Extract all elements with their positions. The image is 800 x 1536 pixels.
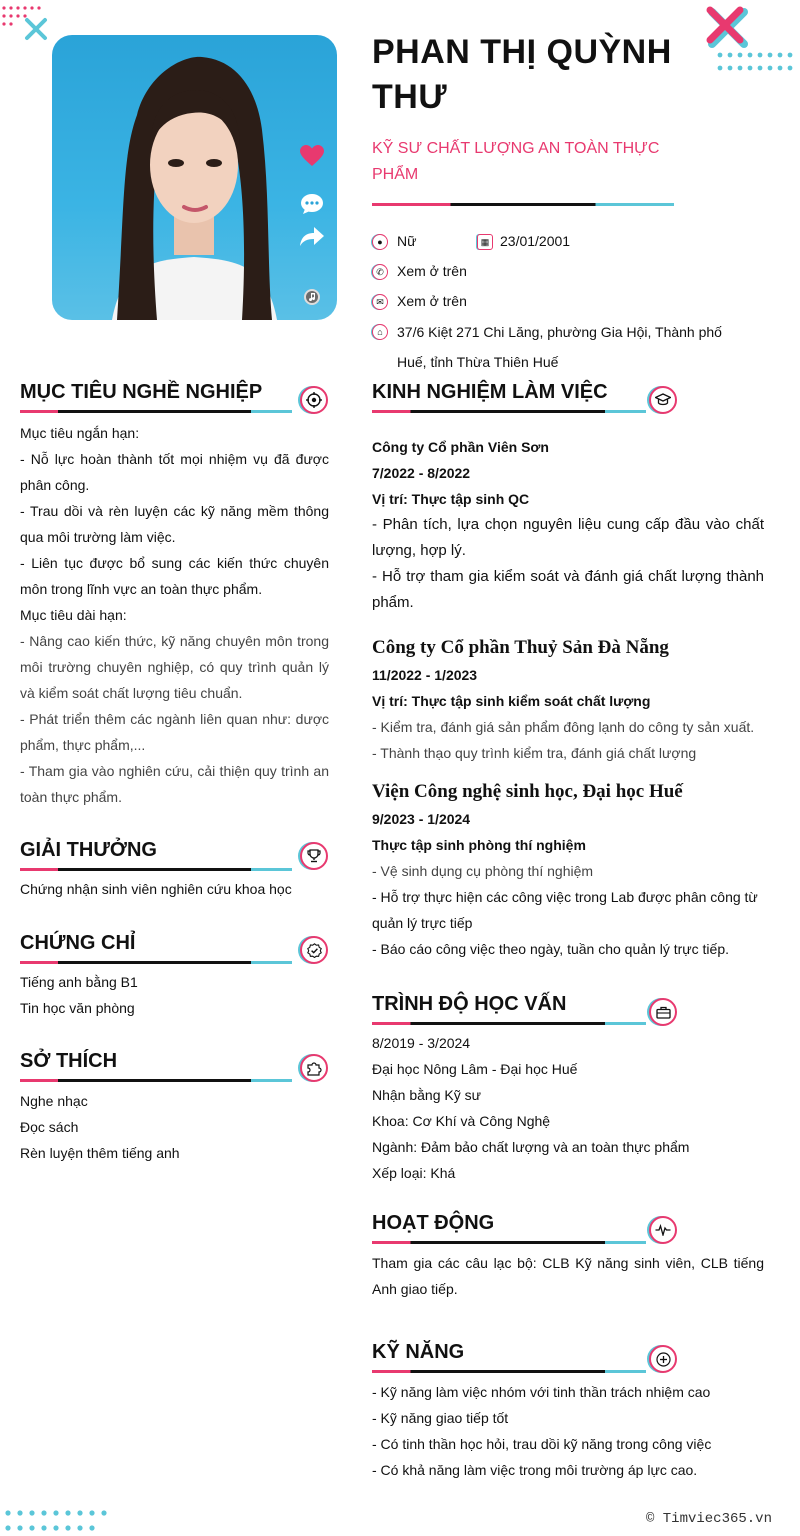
experience-position: Thực tập sinh phòng thí nghiệm: [372, 837, 586, 853]
share-icon[interactable]: [300, 227, 324, 247]
experience-detail: - Vệ sinh dụng cụ phòng thí nghiệm: [372, 863, 594, 879]
experience-item: [372, 434, 764, 616]
job-title: KỸ SƯ CHẤT LƯỢNG AN TOÀN THỰC PHẨM: [372, 140, 660, 183]
home-icon: ⌂: [372, 324, 388, 340]
phone-icon: ✆: [372, 264, 388, 280]
experience-period: 7/2022 - 8/2022: [372, 465, 471, 481]
section-title: CHỨNG CHỈ: [20, 932, 136, 954]
section-career-goal-header: [20, 380, 330, 404]
long-term-label: Mục tiêu dài hạn:: [20, 607, 127, 623]
activity-item: Tham gia các câu lạc bộ: CLB Kỹ năng sinh viên, CLB tiếng Anh giao tiếp.: [372, 1255, 764, 1297]
phone-value: Xem ở trên: [397, 263, 467, 279]
company-name: Viện Công nghệ sinh học, Đại học Huế: [372, 781, 683, 802]
skills-content: [372, 1379, 764, 1483]
trophy-icon: [300, 842, 328, 870]
section-title: KỸ NĂNG: [372, 1341, 465, 1363]
experience-detail: - Phân tích, lựa chọn nguyên liệu cung cấp đầu vào chất lượng, hợp lý.: [372, 516, 764, 559]
company-name: Công ty Cổ phần Viên Sơn: [372, 439, 549, 455]
section-certificates-header: [20, 931, 330, 955]
goal-item: - Liên tục được bổ sung các kiến thức chuyên môn trong lĩnh vực an toàn thực phẩm.: [20, 555, 329, 597]
comment-icon[interactable]: [300, 193, 324, 215]
certificate-item: Tin học văn phòng: [20, 1000, 135, 1016]
section-title: SỞ THÍCH: [20, 1050, 118, 1072]
decor-cross-top-right: [700, 0, 800, 80]
section-divider: [20, 868, 292, 871]
award-item: Chứng nhận sinh viên nghiên cứu khoa học: [20, 881, 292, 897]
title-divider: [372, 203, 674, 206]
goal-item: - Nỗ lực hoàn thành tốt mọi nhiệm vụ đã được phân công.: [20, 451, 329, 493]
section-hobbies-header: [20, 1049, 330, 1073]
puzzle-icon: [300, 1054, 328, 1082]
section-skills-header: [372, 1340, 682, 1364]
birthdate-value: 23/01/2001: [500, 233, 571, 249]
pulse-icon: [649, 1216, 677, 1244]
calendar-icon: ▦: [477, 234, 493, 250]
target-icon: [300, 386, 328, 414]
badge-check-icon: [300, 936, 328, 964]
email-row: [372, 293, 467, 310]
experience-detail: - Kiểm tra, đánh giá sản phẩm đông lạnh do công ty sản xuất.: [372, 719, 755, 735]
section-activities-header: [372, 1211, 682, 1235]
goal-item: - Trau dồi và rèn luyện các kỹ năng mềm thông qua môi trường làm việc.: [20, 503, 329, 545]
experience-item: [372, 634, 764, 766]
hobby-item: Đọc sách: [20, 1119, 79, 1135]
experience-position: Vị trí: Thực tập sinh QC: [372, 491, 530, 507]
section-title: GIẢI THƯỞNG: [20, 839, 157, 861]
experience-item: [372, 778, 764, 962]
decor-dots-top-left: [0, 0, 60, 50]
certificates-content: [20, 969, 329, 1021]
address-row: [372, 317, 737, 377]
experience-period: 9/2023 - 1/2024: [372, 811, 471, 827]
goal-item: - Tham gia vào nghiên cứu, cải thiện quy trình an toàn thực phẩm.: [20, 763, 329, 805]
education-degree: Nhận bằng Kỹ sư: [372, 1087, 481, 1103]
education-grade: Xếp loại: Khá: [372, 1165, 456, 1181]
short-term-label: Mục tiêu ngắn hạn:: [20, 425, 140, 441]
experience-list: [372, 434, 764, 962]
company-name: Công ty Cổ phần Thuỷ Sản Đà Nẵng: [372, 637, 669, 658]
music-icon[interactable]: [304, 289, 320, 305]
experience-detail: - Thành thạo quy trình kiểm tra, đánh giá chất lượng: [372, 745, 697, 761]
section-education-header: [372, 992, 682, 1016]
section-divider: [372, 410, 646, 413]
section-divider: [372, 1370, 646, 1373]
section-divider: [20, 1079, 292, 1082]
profile-photo: [52, 35, 337, 320]
awards-content: [20, 876, 329, 902]
experience-period: 11/2022 - 1/2023: [372, 667, 478, 683]
email-icon: ✉: [372, 294, 388, 310]
hobby-item: Nghe nhạc: [20, 1093, 88, 1109]
user-icon: ●: [372, 234, 388, 250]
section-title: HOẠT ĐỘNG: [372, 1212, 495, 1234]
education-period: 8/2019 - 3/2024: [372, 1035, 471, 1051]
education-major: Ngành: Đảm bảo chất lượng và an toàn thực phẩm: [372, 1139, 690, 1155]
hobby-item: Rèn luyện thêm tiếng anh: [20, 1145, 180, 1161]
section-title: TRÌNH ĐỘ HỌC VẤN: [372, 993, 567, 1015]
candidate-name: PHAN THỊ QUỲNH THƯ: [372, 33, 672, 116]
experience-detail: - Hỗ trợ tham gia kiểm soát và đánh giá chất lượng thành phẩm.: [372, 568, 764, 611]
hobbies-content: [20, 1088, 329, 1166]
education-content: [372, 1030, 764, 1186]
experience-detail: - Hỗ trợ thực hiện các công việc trong Lab được phân công từ quản lý trực tiếp: [372, 889, 758, 931]
education-faculty: Khoa: Cơ Khí và Công Nghệ: [372, 1113, 551, 1129]
heart-icon[interactable]: [300, 145, 324, 167]
skill-item: - Kỹ năng giao tiếp tốt: [372, 1410, 509, 1426]
decor-dots-bottom-left: [0, 1505, 110, 1536]
experience-position: Vị trí: Thực tập sinh kiểm soát chất lượng: [372, 693, 651, 709]
certificate-item: Tiếng anh bằng B1: [20, 974, 138, 990]
section-divider: [372, 1241, 646, 1244]
birthdate-row: [477, 233, 570, 250]
section-awards-header: [20, 838, 330, 862]
section-title: MỤC TIÊU NGHỀ NGHIỆP: [20, 381, 263, 403]
footer-watermark: © Timviec365.vn: [645, 1511, 772, 1527]
address-value: 37/6 Kiệt 271 Chi Lăng, phường Gia Hội, Thành phố Huế, tỉnh Thừa Thiên Huế: [397, 324, 722, 370]
goal-item: - Nâng cao kiến thức, kỹ năng chuyên môn trong môi trường chuyên nghiệp, có quy trình quản lý và kiểm soát chất lượng tiêu chuẩn.: [20, 633, 329, 701]
plus-circle-icon: [649, 1345, 677, 1373]
graduation-cap-icon: [649, 386, 677, 414]
phone-row: [372, 263, 467, 280]
career-goal-content: [20, 420, 329, 810]
activities-content: [372, 1250, 764, 1302]
gender-value: Nữ: [397, 233, 417, 249]
skill-item: - Kỹ năng làm việc nhóm với tinh thần trách nhiệm cao: [372, 1384, 711, 1400]
skill-item: - Có khả năng làm việc trong môi trường áp lực cao.: [372, 1462, 698, 1478]
portrait-illustration: [52, 35, 337, 320]
education-school: Đại học Nông Lâm - Đại học Huế: [372, 1061, 578, 1077]
briefcase-icon: [649, 998, 677, 1026]
email-value: Xem ở trên: [397, 293, 467, 309]
goal-item: - Phát triển thêm các ngành liên quan như: dược phẩm, thực phẩm,...: [20, 711, 329, 753]
section-experience-header: [372, 380, 682, 404]
experience-detail: - Báo cáo công việc theo ngày, tuần cho quản lý trực tiếp.: [372, 941, 729, 957]
gender-row: [372, 233, 416, 250]
section-title: KINH NGHIỆM LÀM VIỆC: [372, 381, 608, 403]
section-divider: [372, 1022, 646, 1025]
section-divider: [20, 961, 292, 964]
skill-item: - Có tinh thần học hỏi, trau dồi kỹ năng trong công việc: [372, 1436, 712, 1452]
section-divider: [20, 410, 292, 413]
